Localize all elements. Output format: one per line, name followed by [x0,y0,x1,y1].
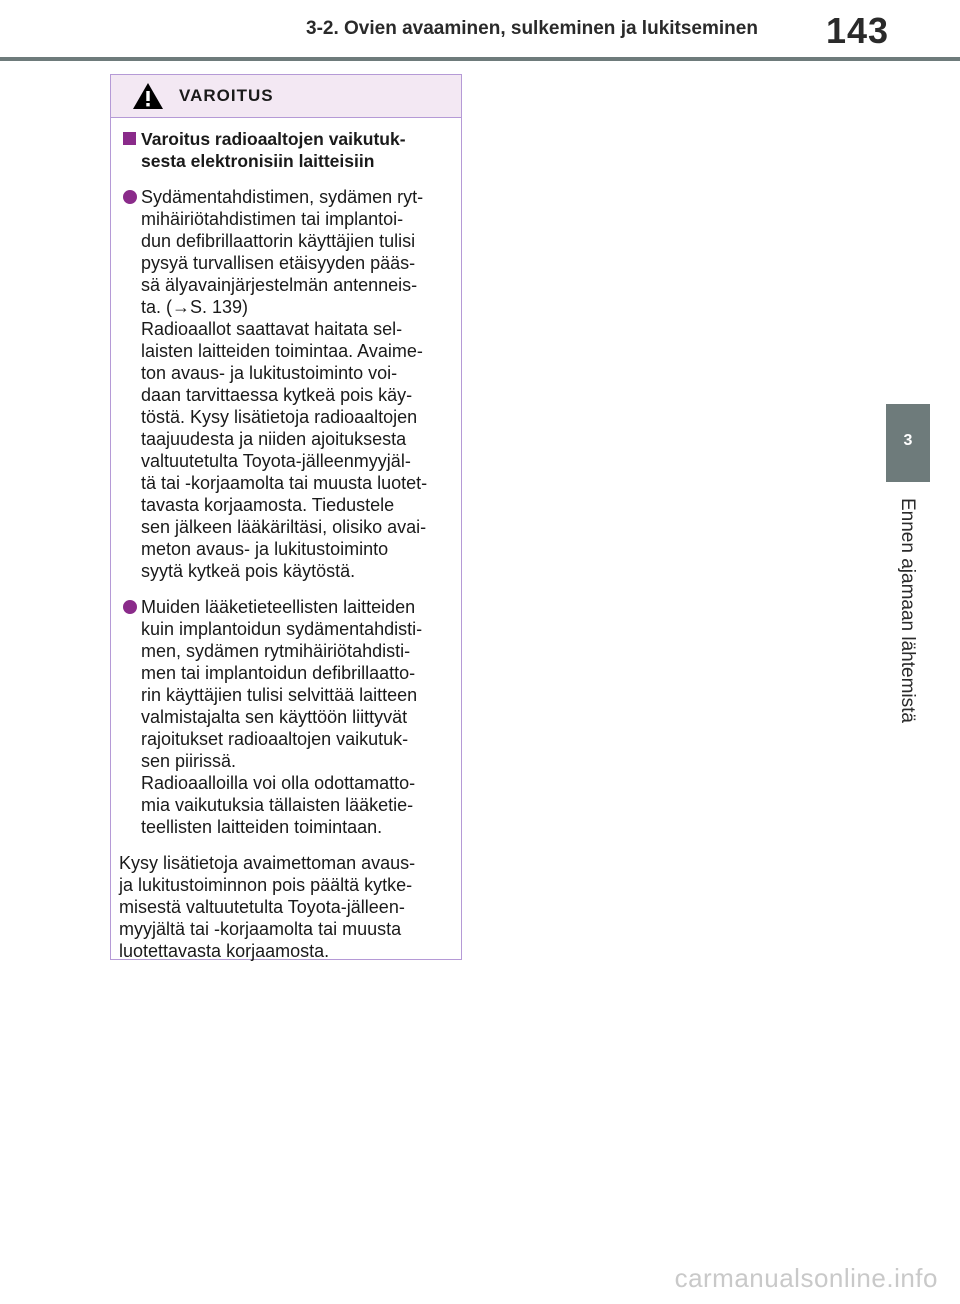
warning-triangle-icon [131,81,165,111]
header-divider [0,57,960,61]
list-item [119,596,451,838]
section-title: 3-2. Ovien avaaminen, sulkeminen ja lukitseminen [306,18,758,39]
warning-box [110,74,462,960]
closing-paragraph: Kysy lisätietoja avaimettoman avaus- ja lukitustoiminnon pois päältä kytke- misestä valtuutetulta Toyota-jälleen- myyjältä tai -korjaamolta tai muusta luotettavasta korjaamosta. [119,853,416,961]
page-number: 143 [826,10,890,51]
item-paragraph: Sydämentahdistimen, sydämen ryt- mihäiriötahdistimen tai implantoi- dun defibrillaattorin käyttäjien tulisi pysyä turvallisen etäisyyden pääs- sä älyavainjärjestelmän antenneis- ta. (→S. 139) [141,187,424,317]
section-heading [119,128,451,172]
warning-header [111,75,461,118]
watermark-text: carmanualsonline.info [674,1263,938,1293]
item-paragraph: Radioaalloilla voi olla odottamatto- mia vaikutuksia tällaisten lääketie- teellisten laitteiden toimintaan. [141,773,416,837]
chapter-number: 3 [903,432,913,449]
section-heading-text: Varoitus radioaaltojen vaikutuk- sesta elektronisiin laitteisiin [141,129,406,171]
square-bullet-icon [123,132,136,145]
round-bullet-icon [123,600,137,614]
chapter-label: Ennen ajamaan lähtemistä [897,498,918,723]
chapter-tab [886,404,930,482]
item-paragraph: Muiden lääketieteellisten laitteiden kuin implantoidun sydämentahdisti- men, sydämen rytmihäiriötahdisti- men tai implantoidun defibrillaatto- rin käyttäjien tulisi selvittää laitteen valmistajalta sen käyttöön liittyvät rajoitukset radioaaltojen vaikutuk- sen piirissä. [141,597,423,771]
round-bullet-icon [123,190,137,204]
page-header [0,0,960,64]
warning-body [111,128,461,962]
list-item [119,186,451,582]
item-paragraph: Radioaallot saattavat haitata sel- laisten laitteiden toimintaa. Avaime- ton avaus- ja lukitustoiminto voi- daan tarvittaessa kytkeä pois käy- töstä. Kysy lisätietoja radioaaltojen taajuudesta ja niiden ajoituksesta valtuutetulta Toyota-jälleenmyyjäl- tä tai -korjaamolta tai muusta luotet- tavasta korjaamosta. Tiedustele sen jälkeen lääkäriltäsi, olisiko avai- meton avaus- ja lukitustoiminto syytä kytkeä pois käytöstä. [141,319,428,581]
warning-title: VAROITUS [179,86,274,105]
